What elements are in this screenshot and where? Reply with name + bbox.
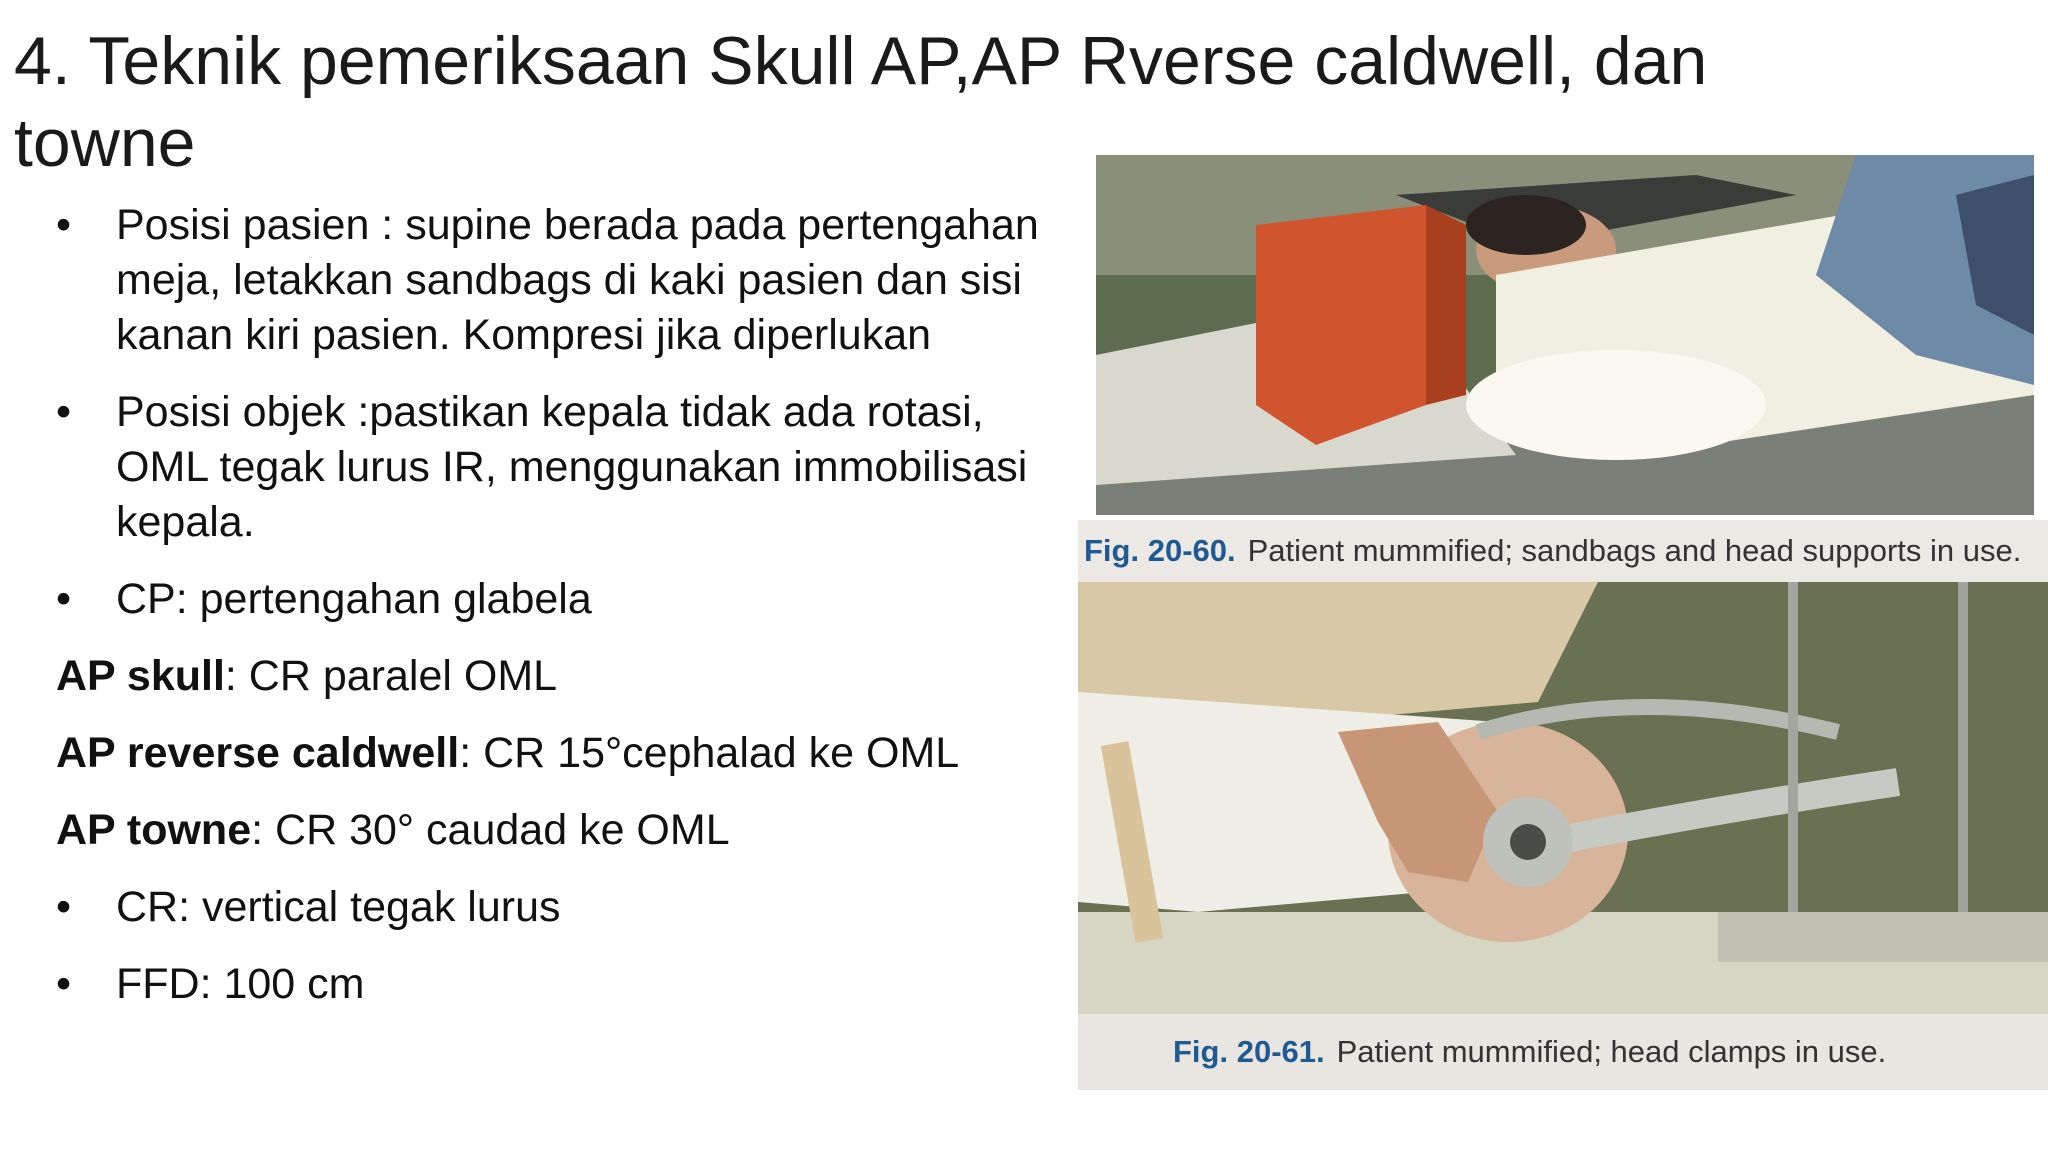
- projection-line: [56, 649, 1066, 704]
- projection-label: AP skull: [56, 652, 225, 700]
- bullet-dot: •: [56, 883, 72, 931]
- projection-text: : CR 15°cephalad ke OML: [459, 729, 960, 777]
- projection-label: AP towne: [56, 806, 252, 854]
- bullet-dot: •: [56, 201, 72, 249]
- projection-line: [56, 803, 1066, 858]
- figure-caption-text: Patient mummified; head clamps in use.: [1336, 1034, 1887, 1069]
- bullet-dot: •: [56, 575, 72, 623]
- bullet-item: [56, 880, 1066, 935]
- bullet-text: Posisi objek :pastikan kepala tidak ada rotasi, OML tegak lurus IR, menggunakan immobilisasi kepala.: [116, 388, 1028, 546]
- figure-caption: [1078, 520, 2048, 582]
- content-body: [56, 198, 1066, 1034]
- projection-text: : CR 30° caudad ke OML: [251, 806, 730, 854]
- photo-illustration: [1078, 582, 2048, 1014]
- bullet-item: [56, 385, 1066, 550]
- figure-label: Fig. 20-60.: [1084, 533, 1236, 568]
- photo-illustration: [1096, 155, 2034, 515]
- bullet-text: Posisi pasien : supine berada pada pertengahan meja, letakkan sandbags di kaki pasien dan sisi kanan kiri pasien. Kompresi jika diperlukan: [116, 201, 1039, 359]
- projection-line: [56, 726, 1066, 781]
- figure-photo-head-clamps: [1078, 582, 2048, 1014]
- figure-caption-text: Patient mummified; sandbags and head supports in use.: [1247, 533, 2022, 568]
- bullet-dot: •: [56, 960, 72, 1008]
- bullet-item: [56, 198, 1066, 363]
- bullet-item: [56, 957, 1066, 1012]
- bullet-text: CP: pertengahan glabela: [116, 575, 592, 623]
- bullet-text: CR: vertical tegak lurus: [116, 883, 561, 931]
- bullet-text: FFD: 100 cm: [116, 960, 365, 1008]
- figure-caption: [1078, 1014, 2048, 1090]
- bullet-dot: •: [56, 388, 72, 436]
- bullet-item: [56, 572, 1066, 627]
- figure-label: Fig. 20-61.: [1173, 1034, 1325, 1069]
- figure-photo-sandbags: [1096, 155, 2034, 515]
- slide-title: 4. Teknik pemeriksaan Skull AP,AP Rverse caldwell, dan towne: [14, 23, 1708, 181]
- projection-label: AP reverse caldwell: [56, 729, 460, 777]
- projection-text: : CR paralel OML: [224, 652, 558, 700]
